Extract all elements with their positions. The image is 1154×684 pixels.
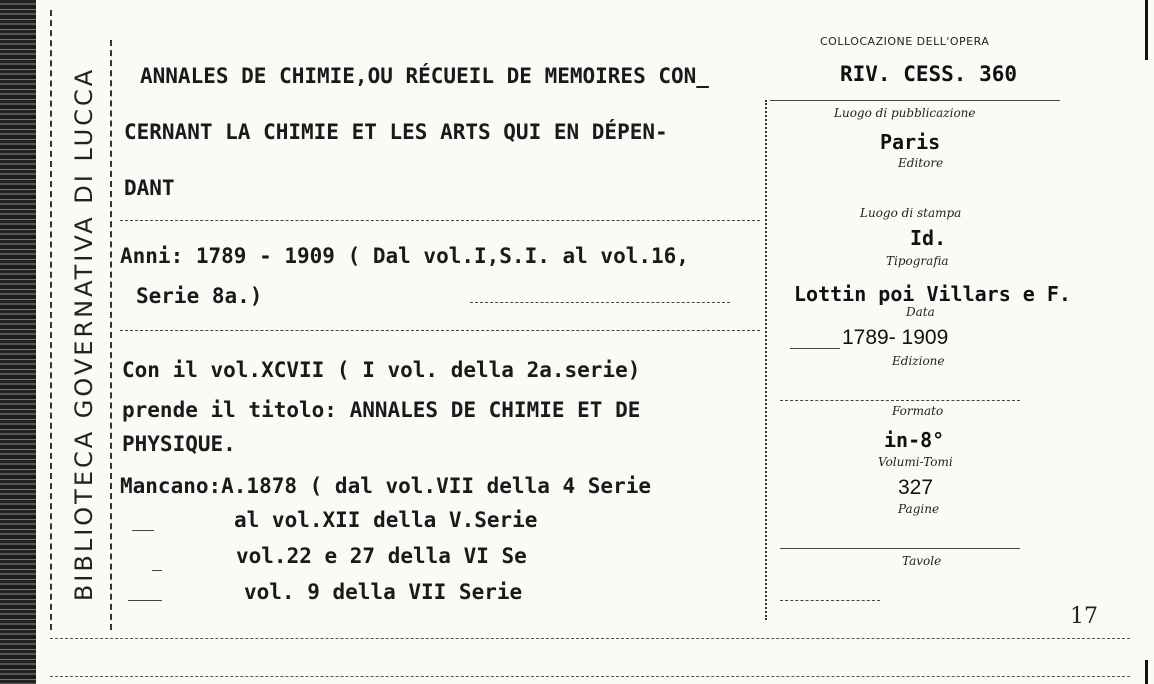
left-rule xyxy=(50,10,52,630)
rule xyxy=(780,600,880,601)
title-line-2: CERNANT LA CHIMIE ET LES ARTS QUI EN DÉPEN- xyxy=(124,120,668,144)
card-right-edge xyxy=(1145,0,1148,60)
luogo-pubblicazione-value: Paris xyxy=(880,130,941,154)
notes-line-4: prende il titolo: ANNALES DE CHIMIE ET DE xyxy=(122,398,641,422)
title-line-3: DANT xyxy=(124,176,175,200)
notes-line-9: vol. 9 della VII Serie xyxy=(244,580,523,604)
library-name: BIBLIOTECA GOVERNATIVA DI LUCCA xyxy=(70,66,98,602)
rule xyxy=(470,302,730,303)
panel-divider xyxy=(765,100,767,620)
notes-line-5: PHYSIQUE. xyxy=(122,432,236,456)
rule xyxy=(120,330,760,331)
notes-line-1: Anni: 1789 - 1909 ( Dal vol.I,S.I. al vol.16, xyxy=(120,244,689,268)
pagine-label: Pagine xyxy=(898,502,940,516)
editore-label: Editore xyxy=(898,156,944,170)
rule xyxy=(780,400,1020,401)
volumi-value: 327 xyxy=(898,476,934,499)
luogo-stampa-label: Luogo di stampa xyxy=(860,206,962,220)
collocazione-heading: COLLOCAZIONE DELL'OPERA xyxy=(820,35,990,48)
tipografia-value: Lottin poi Villars e F. xyxy=(794,282,1071,306)
collocazione-value: RIV. CESS. 360 xyxy=(840,62,1018,86)
rule xyxy=(120,220,760,221)
rule xyxy=(128,600,162,601)
rule xyxy=(132,530,154,531)
notes-line-6: Mancano:A.1878 ( dal vol.VII della 4 Serie xyxy=(120,474,652,498)
rule xyxy=(770,100,1060,101)
edizione-label: Edizione xyxy=(892,354,945,368)
card-right-edge-bottom xyxy=(1145,660,1148,684)
tavole-label: Tavole xyxy=(902,554,942,568)
formato-value: in-8° xyxy=(884,428,945,452)
tipografia-label: Tipografia xyxy=(886,254,949,268)
rule xyxy=(780,548,1020,549)
library-stamp xyxy=(54,0,102,640)
bottom-rule-2 xyxy=(50,676,1130,677)
data-label: Data xyxy=(906,305,935,319)
volumi-label: Volumi-Tomi xyxy=(878,455,953,469)
title-line-1: ANNALES DE CHIMIE,OU RÉCUEIL DE MEMOIRES CON_ xyxy=(140,64,709,88)
data-value: 1789- 1909 xyxy=(842,326,949,349)
luogo-stampa-value: Id. xyxy=(910,226,947,250)
luogo-pubblicazione-label: Luogo di pubblicazione xyxy=(834,106,976,120)
notes-line-8: vol.22 e 27 della VI Se xyxy=(236,544,527,568)
notes-line-7: al vol.XII della V.Serie xyxy=(234,508,538,532)
notes-line-3: Con il vol.XCVII ( I vol. della 2a.serie) xyxy=(122,358,641,382)
formato-label: Formato xyxy=(892,404,944,418)
rule xyxy=(152,570,162,571)
rule xyxy=(790,348,840,349)
card-left-edge xyxy=(0,0,36,684)
corner-number: 17 xyxy=(1070,604,1098,629)
notes-line-2: Serie 8a.) xyxy=(136,284,263,308)
margin-rule xyxy=(110,40,112,630)
bottom-rule xyxy=(50,638,1130,639)
